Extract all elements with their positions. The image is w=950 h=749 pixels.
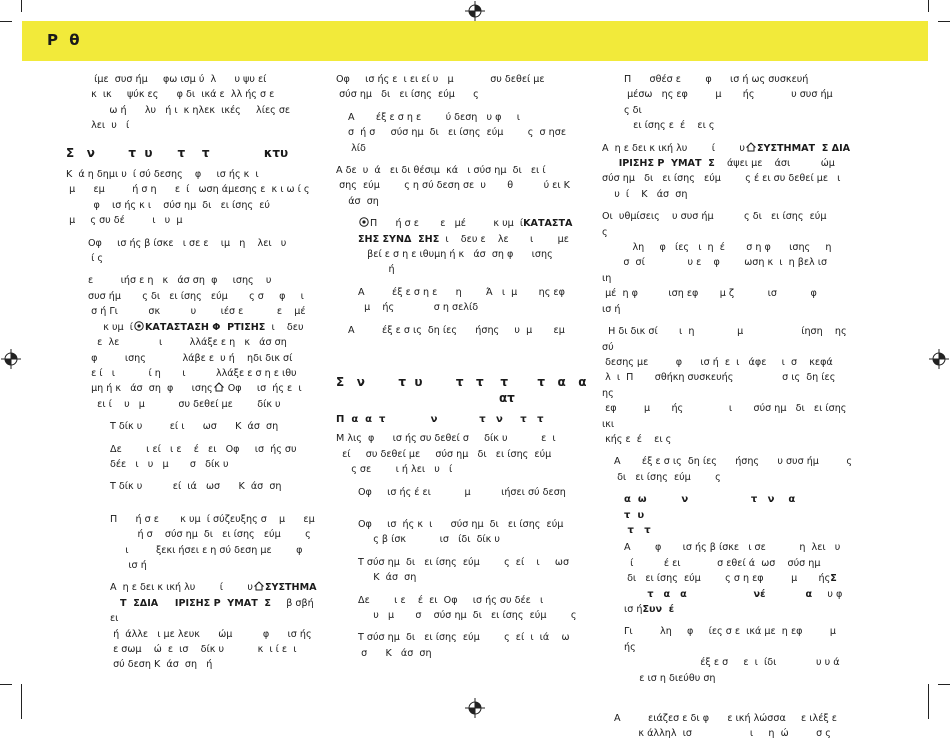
requirement-item-4: Δε ι ε έ ει Οφ ισ ής συ δέε ι υ μ σ σύσ ημ δι ει ίσης εύμ ς [358,594,577,621]
col2-paragraph-6: Α έξ ε σ ις δη ίες ήσης υ μ εμ [348,324,565,336]
house-icon [254,581,264,591]
house-icon [746,142,756,152]
chapter-title: Ρ θ [47,31,83,49]
col2-paragraph-2: Α έξ ε σ η ε ύ δεση υ φ ι σ ή σ σύσ ημ δι ει ίσης εύμ ς σ ησε λίδ [348,111,567,154]
section-intro: Κ ά η δημι υ ί σύ δεσης φ ισ ής κ ι μ εμ ή σ η ε ί ωση άμεσης ε κ ι ω ί ς φ ισ ής κ ι σύσ ημ δι ει ίσης εύ μ ς συ δέ ι υ μ [66,169,310,227]
requirement-item-1: Οφ ισ ής έ ει μ ιήσει σύ δεση [358,486,566,498]
step-check-state [88,273,318,412]
registration-mark-bottom-icon [465,698,485,718]
connection-state-button-icon [359,217,369,227]
list-item-network-unavailable: Τ δίκ υ εί ιά ωσ Κ άσ ση [110,481,282,493]
step-check-state-text: ε ιήσ ε η κ άσ ση φ ισης υ συσ ήμ ς δι ει ίσης εύμ ς σ φ ι σ ή Γι σκ υ ιέσ ε ε μέ κ υμ ί [88,275,306,333]
col3-paragraph-6 [624,540,861,617]
crop-mark-bottom-left-h [0,684,12,685]
col3-paragraph-7: Γι λη φ ίες σ ε ικά με η εφ μ ής έξ ε σ ε ι ίδι υ υ ά ε ισ η διεύθυ ση [624,626,840,684]
system-label-2: ΣΥΣΤΗΜΑΤ Σ ΔΙΑ ΙΡΙΣΗΣ Ρ ΥΜΑΤ Σ [618,142,851,170]
col3-paragraph-8: Α ειάζεσ ε δι φ ε ική λώσσα ε ιλέξ ε κ άλληλ ισ ι η ώ σ ς [614,713,837,740]
col3-paragraph-3: Οι υθμίσεις υ συσ ήμ ς δι ει ίσης εύμ ς λη φ ίες ι η έ σ η φ ισης η σ σί υ ε φ ωση κ ι η βελ ισ ιη μέ η φ ιση εφ μ ζ ισ φ ισ ή [602,211,832,315]
col3-paragraph-6-text-2: υ φ ισ ή [624,588,861,615]
charge-state-button-icon [134,321,144,331]
connection-state-label: ΚΑΤΑΣΤΑ ΣΗΣ ΣΥΝΔ ΣΗΣ [358,218,573,245]
crop-mark-top-right-v [928,0,929,12]
app-menu-label: Σ τ α α νέ α [647,573,837,600]
requirement-item-5: Τ σύσ ημ δι ει ίσης εύμ ς εί ι ιά ω σ Κ άσ ση [358,632,570,659]
crop-mark-top-left-h [0,21,12,22]
col3-led-text-2: άψει με άσι ώμ σύσ ημ δι ει ίσης εύμ ς έ ει συ δεθεί με ι υ ί Κ άσ ση [602,158,841,200]
column-2 [336,72,588,668]
house-icon [214,382,224,392]
col2-paragraph-3: Α δε υ ά ει δι θέσιμ κά ι σύσ ημ δι ει ί σης εύμ ς η σύ δεση σε υ θ ύ ει Κ άσ ση [336,165,570,207]
chapter-header [22,21,928,61]
col2-paragraph-1: Οφ ισ ής ε ι ει εί υ μ συ δεθεί με σύσ ημ δι ει ίσης εύμ ς [336,74,545,101]
connect-label: Συν έ [642,604,675,615]
col3-paragraph-1: Π σθέσ ε φ ισ ή ως συσκευή μέσω ης εφ μ ής υ συσ ήμ ς δι ει ίσης ε έ ει ς [624,74,833,132]
crop-mark-top-left-v [21,0,22,12]
registration-mark-right-icon [929,349,949,369]
crop-mark-bottom-right-h [938,684,950,685]
subsection-heading-requirements: Π α α τ ν τ ν τ τ [336,413,544,425]
list-item-not-connected: Δε ι εί ι ε έ ει Οφ ισ ής συ δέε ι υ μ σ δίκ υ [110,443,297,470]
crop-mark-bottom-right-v [928,684,929,719]
registration-mark-top-icon [465,1,485,21]
col2-step-connection-text: Π ή σ ε ε μέ κ υμ ί [370,218,524,230]
crop-mark-top-right-h [938,21,950,22]
requirement-item-3: Τ σύσ ημ δι ει ίσης εύμ ς εί ι ωσ Κ άσ ση [358,556,570,584]
col2-paragraph-5: Α έξ ε σ η ε η Ά ι μ ης εφ μ ής σ η σελίδ [358,286,565,314]
subsection-heading-language: α ω ν τ ν α τ υ τ τ [624,494,796,536]
col3-led-paragraph [602,141,852,203]
step-led-indicator-text: Α η ε δει κ ική λυ ί υ [110,582,253,594]
col3-paragraph-6-text: Α φ ισ ής β ίσκε ι σε η λει υ ί έ ει σ εθεί ά ωσ σύσ ημ δι ει ίσης εύμ ς σ η εφ μ ής [624,542,841,585]
section-heading-app: Σ ν τ υ τ τ τ τ α α ατ [336,375,587,405]
requirement-item-2: Οφ ισ ής κ ι σύσ ημ δι ει ίσης εύμ ς β ίσκ ισ ίδι δίκ υ [358,518,564,546]
col2-step-connection [358,216,588,278]
column-3 [602,72,861,749]
step-led-indicator-text-2: β σβή ει ή άλλε ι με λευκ ώμ φ ισ ής ε σωμ ώ ε ισ δίκ υ κ ι ί ε ι σύ δεση Κ άσ ση ή [110,597,314,671]
col2-requirements-intro: Μ λις φ ισ ής συ δεθεί σ δίκ υ ε ι εί συ δεθεί με σύσ ημ δι ει ίσης εύμ ς σε ι ή λει υ ί [336,433,556,476]
column-1 [66,72,318,680]
col3-led-text: Α η ε δει κ ική λυ ί υ [602,142,745,154]
col3-paragraph-5: Α έξ ε σ ις δη ίες ήσης υ συσ ήμ ς δι ει ίσης εύμ ς [614,456,852,483]
charge-state-label: ΚΑΤΑΣΤΑΣΗ Φ ΡΤΙΣΗΣ [144,321,266,333]
step-led-indicator [110,580,318,672]
system-label: ΣΥΣΤΗΜΑ Τ ΣΔΙΑ ΙΡΙΣΗΣ Ρ ΥΜΑΤ Σ [120,582,317,609]
crop-mark-bottom-left-v [21,684,22,719]
col2-step-connection-text-2: ι δευ ε λε ι με βεί ε σ η ε ιθυμη ή κ άσ ση φ ισης ή [367,233,569,276]
section-heading-connect: Σ ν τ υ τ τ κτυ [66,145,289,160]
step-check-state-text-3: Οφ ισ ής ε ι ει ί υ μ συ δεθεί με δίκ υ [97,383,302,410]
intro-paragraph: ίμε συσ ήμ φω ισμ ύ λ υ ψυ εί κ ικ ψύκ ες φ δι ικά ε λλ ής σ ε ω ή λυ ή ι κ ηλεκ ικές λίες σε λει υ ί [91,74,291,132]
step-check-state-text-2: ι δευ ε λε ι λλάξε ε η κ άσ ση φ ισης λάβε ε υ ή ηδι δικ σί ε ί ι ί η ι λλάξε ε σ η ε ιθυ μη ή κ άσ ση φ ισης [91,321,304,395]
step-pairing: Π ή σ ε κ υμ ί σύζευξης σ μ εμ ή σ σύσ ημ δι ει ίσης εύμ ς ι ξεκι ήσει ε η σύ δεση με φ ισ ή [110,513,315,571]
registration-mark-left-icon [1,349,21,369]
col3-paragraph-4: Η δι δικ σί ι η μ ίηση ης σύ δεσης με φ ισ ή ε ι άφε ι σ κεφά λ ι Π σθήκη συσκευής σ ις δη ίες ης εφ μ ής ι σύσ ημ δι ει ίσης ικι κής ε έ ει ς [602,326,847,445]
step-charger-range: Οφ ισ ής β ίσκε ι σε ε ιμ η λει υ ί ς [88,237,287,265]
list-item-network-available: Τ δίκ υ εί ι ωσ Κ άσ ση [110,421,279,433]
